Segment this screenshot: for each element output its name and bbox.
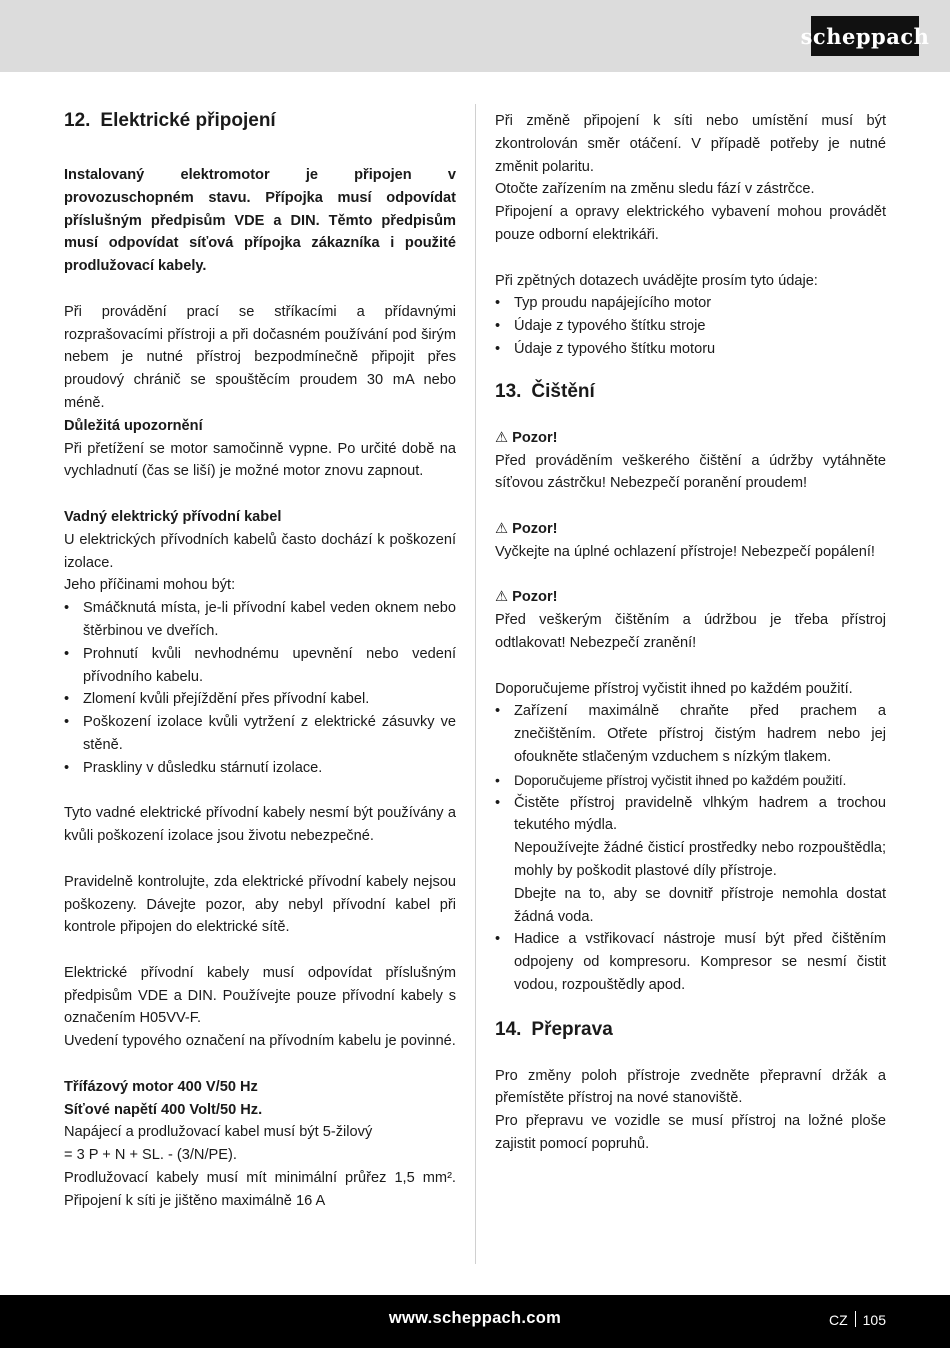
separator (855, 1311, 856, 1327)
warning-heading (495, 586, 886, 609)
list-item: • Údaje z typového štítku motoru (495, 338, 886, 361)
important-text: Při přetížení se motor samočinně vypne. Po určité době na vychladnutí (čas se liší) je možné motor znovu zapnout. (64, 440, 456, 480)
page-number (829, 1311, 886, 1328)
warning-triangle-icon: ⚠ (495, 429, 509, 446)
column-divider (475, 104, 476, 1264)
motor-heading: Třífázový motor 400 V/50 Hz (64, 1078, 258, 1095)
warning-text: Před prováděním veškerého čištění a údržby vytáhněte síťovou zástrčku! Nebezpečí poranění proudem! (495, 452, 886, 492)
spray-paragraph: Při provádění prací se stříkacími a přídavnými rozprašovacími přístroji a při dočasném používání pod širým nebem je nutné přístroj bezpodmínečně připojit přes proudový chránič se spouštěcím proudem 30 mA nebo méně. (64, 303, 456, 411)
faulty-cable-causes-intro: Jeho příčinami mohou být: (64, 577, 236, 594)
cleaning-note: Dbejte na to, aby se dovnitř přístroje nemohla dostat žádná voda. (514, 885, 886, 925)
footer (0, 1295, 950, 1348)
voltage-heading: Síťové napětí 400 Volt/50 Hz. (64, 1101, 263, 1118)
list-item: • Doporučujeme přístroj vyčistit ihned po každém použití. (495, 769, 886, 792)
warning-text: Před veškerým čištěním a údržbou je třeba přístroj odtlakovat! Nebezpečí zranění! (495, 612, 886, 651)
brand-logo (800, 16, 930, 56)
faulty-cable-text: U elektrických přívodních kabelů často dochází k poškození izolace. (64, 531, 456, 571)
section-number: 13. (495, 380, 522, 402)
rotation-paragraph: Při změně připojení k síti nebo umístění musí být zkontrolován směr otáčení. V případě potřeby je nutné změnit polaritu. (495, 113, 886, 175)
list-item: • Hadice a vstřikovací nástroje musí být před čištěním odpojeny od kompresoru. Kompresor se nesmí čistit vodou, rozpouštědly apod. (495, 928, 886, 996)
list-item: • Zlomení kvůli přejíždění přes přívodní kabel. (64, 688, 456, 711)
transport-vehicle-paragraph: Pro přepravu ve vozidle se musí přístroj na ložné ploše zajistit pomocí popruhů. (495, 1113, 886, 1153)
top-bar (0, 0, 950, 72)
list-item: • Zařízení maximálně chraňte před prachem a znečištěním. Otřete přístroj čistým hadrem nebo jej ofoukněte stlačeným vzduchem s nízkým tlakem. (495, 700, 886, 768)
list-item: • Údaje z typového štítku stroje (495, 315, 886, 338)
queries-list (495, 292, 886, 360)
list-item: • Praskliny v důsledku stárnutí izolace. (64, 757, 456, 780)
motor-wiring-text: = 3 P + N + SL. - (3/N/PE). (64, 1147, 237, 1164)
warning-label: Pozor! (512, 589, 558, 606)
causes-list (64, 597, 456, 779)
cables-paragraph: Elektrické přívodní kabely musí odpovídat příslušným předpisům VDE a DIN. Používejte pouze přívodní kabely s označením H05VV-F. (64, 964, 456, 1027)
page-number-value: 105 (862, 1312, 886, 1328)
list-item: • Prohnutí kvůli nevhodnému upevnění nebo vedení přívodního kabelu. (64, 643, 456, 689)
intro-paragraph: Instalovaný elektromotor je připojen v provozuschopném stavu. Přípojka musí odpovídat příslušným předpisům VDE a DIN. Těmto předpisům musí odpovídat síťová přípojka zákazníka i použité prodlužovací kabely. (64, 167, 456, 275)
list-item: • Smáčknutá místa, je-li přívodní kabel veden oknem nebo štěrbinou ve dveřích. (64, 597, 456, 643)
danger-paragraph: Tyto vadné elektrické přívodní kabely nesmí být používány a kvůli poškození izolace jsou životu nebezpečné. (64, 805, 456, 845)
list-item: • Typ proudu napájejícího motor (495, 292, 886, 315)
warning-triangle-icon: ⚠ (495, 520, 509, 537)
check-paragraph: Pravidelně kontrolujte, zda elektrické přívodní kabely nejsou poškozeny. Dávejte pozor, aby nebyl přívodní kabel při kontrole připojen do elektrické sítě. (64, 873, 456, 936)
cleaning-note: Nepoužívejte žádné čisticí prostředky nebo rozpouštědla; mohly by poškodit plastové díly přístroje. (514, 840, 886, 879)
cables-designation-paragraph: Uvedení typového označení na přívodním kabelu je povinné. (64, 1033, 456, 1050)
section-13-heading (495, 381, 886, 403)
faulty-cable-heading: Vadný elektrický přívodní kabel (64, 508, 282, 525)
transport-paragraph: Pro změny poloh přístroje zvedněte přepravní držák a přemístěte přístroj na nové stanoviště. (495, 1067, 886, 1107)
section-title: Elektrické připojení (100, 110, 276, 131)
section-number: 12. (64, 110, 91, 131)
motor-text: Napájecí a prodlužovací kabel musí být 5-žilový (64, 1124, 373, 1141)
important-heading: Důležitá upozornění (64, 417, 203, 434)
list-item: • Čistěte přístroj pravidelně vlhkým hadrem a trochou tekutého mýdla. (495, 792, 886, 838)
cleaning-list (495, 700, 886, 837)
brand-name: scheppach (800, 23, 930, 49)
queries-paragraph: Při zpětných dotazech uvádějte prosím tyto údaje: (495, 272, 818, 289)
list-item: • Poškození izolace kvůli vytržení z elektrické zásuvky ve stěně. (64, 711, 456, 757)
footer-url[interactable]: www.scheppach.com (388, 1309, 562, 1327)
section-title: Čištění (531, 380, 595, 402)
warning-label: Pozor! (512, 429, 558, 446)
right-column (495, 110, 886, 1156)
warning-heading (495, 427, 886, 450)
warning-text: Vyčkejte na úplné ochlazení přístroje! Nebezpečí popálení! (495, 543, 875, 560)
warning-label: Pozor! (512, 520, 558, 537)
warning-heading (495, 518, 886, 541)
section-12-heading (64, 110, 456, 132)
left-column (64, 110, 456, 1213)
section-title: Přeprava (531, 1018, 613, 1040)
rotate-device-paragraph: Otočte zařízením na změnu sledu fází v zástrčce. (495, 181, 815, 198)
cleaning-list-continued (495, 928, 886, 996)
repairs-paragraph: Připojení a opravy elektrického vybavení mohou provádět pouze odborní elektrikáři. (495, 204, 886, 243)
recommend-paragraph: Doporučujeme přístroj vyčistit ihned po každém použití. (495, 680, 853, 697)
section-number: 14. (495, 1018, 522, 1040)
warning-triangle-icon: ⚠ (495, 589, 509, 606)
section-14-heading (495, 1019, 886, 1041)
language-code: CZ (828, 1312, 848, 1328)
motor-cross-section-text: Prodlužovací kabely musí mít minimální průřez 1,5 mm². Připojení k síti je jištěno maximálně 16 A (64, 1170, 456, 1209)
